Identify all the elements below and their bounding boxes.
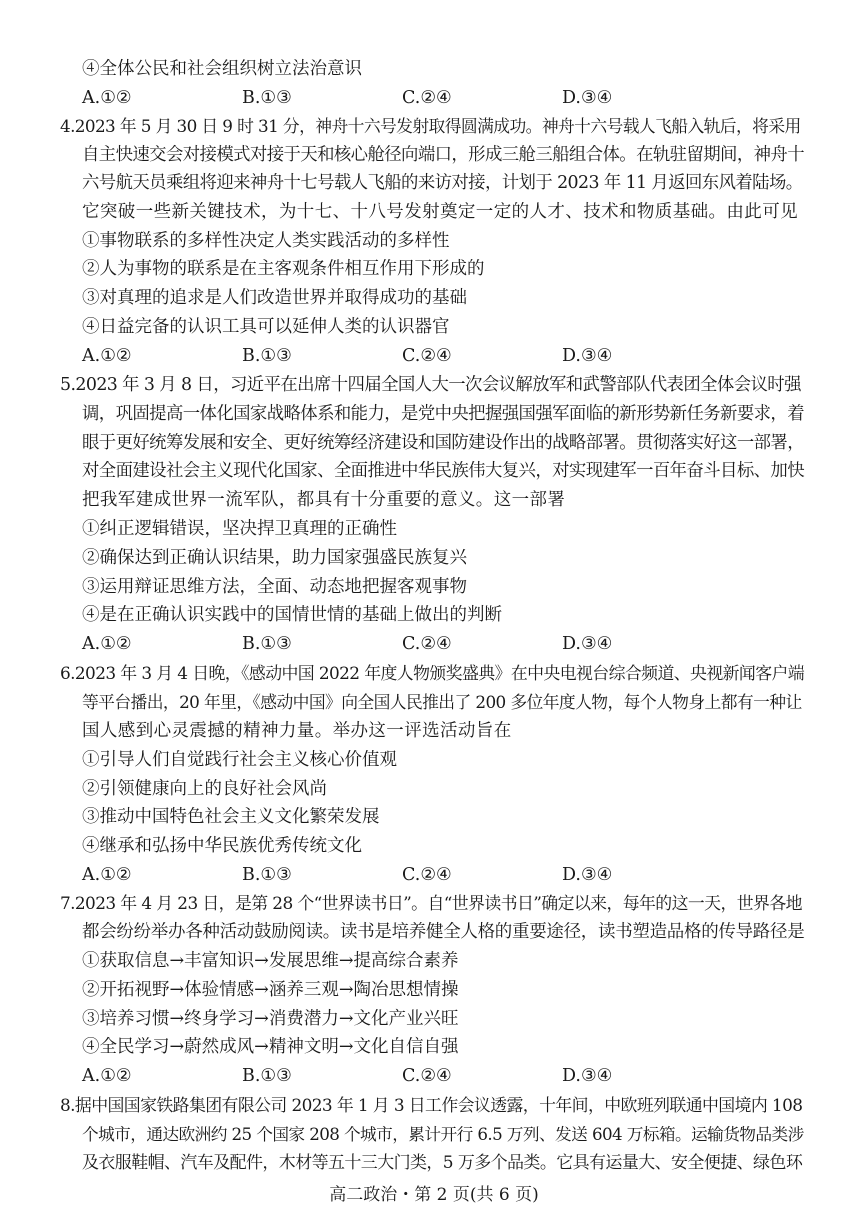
q5-choice-a: A.①② bbox=[82, 634, 132, 654]
q5-option-4: ④是在正确认识实践中的国情世情的基础上做出的判断 bbox=[82, 605, 502, 625]
q4-stem-line-4: 它突破一些新关键技术，为十七、十八号发射奠定一定的人才、技术和物质基础。由此可见 bbox=[82, 202, 798, 222]
q4-choice-d: D.③④ bbox=[562, 346, 613, 366]
q4-option-1: ①事物联系的多样性决定人类实践活动的多样性 bbox=[82, 231, 450, 251]
q4-option-4: ④日益完备的认识工具可以延伸人类的认识器官 bbox=[82, 317, 450, 337]
q6-choice-a: A.①② bbox=[82, 865, 132, 885]
q7-choice-a: A.①② bbox=[82, 1066, 132, 1086]
q4-option-3: ③对真理的追求是人们改造世界并取得成功的基础 bbox=[82, 288, 467, 308]
q4-choice-b: B.①③ bbox=[242, 346, 292, 366]
q5-option-2: ②确保达到正确认识结果，助力国家强盛民族复兴 bbox=[82, 548, 467, 568]
q3-choice-a: A.①② bbox=[82, 88, 132, 108]
q3-choice-d: D.③④ bbox=[562, 88, 613, 108]
q5-option-1: ①纠正逻辑错误，坚决捍卫真理的正确性 bbox=[82, 519, 397, 539]
q6-choice-c: C.②④ bbox=[402, 865, 452, 885]
q6-choice-b: B.①③ bbox=[242, 865, 292, 885]
q5-option-3: ③运用辩证思维方法，全面、动态地把握客观事物 bbox=[82, 577, 467, 597]
q5-stem-line-1: 5.2023 年 3 月 8 日，习近平在出席十四届全国人大一次会议解放军和武警部队代表团全体会议时强 bbox=[60, 375, 801, 395]
q5-stem-line-5: 把我军建成世界一流军队，都具有十分重要的意义。这一部署 bbox=[82, 490, 566, 510]
q3-choice-c: C.②④ bbox=[402, 88, 452, 108]
q6-option-4: ④继承和弘扬中华民族优秀传统文化 bbox=[82, 836, 362, 856]
q7-option-3: ③培养习惯→终身学习→消费潜力→文化产业兴旺 bbox=[82, 1009, 459, 1029]
q3-choices bbox=[82, 90, 782, 110]
page-footer: 高二政治・第 2 页(共 6 页) bbox=[329, 1185, 539, 1205]
q4-choice-c: C.②④ bbox=[402, 346, 452, 366]
q4-stem-line-2: 自主快速交会对接模式对接于天和核心舱径向端口，形成三舱三船组合体。在轨驻留期间，神舟十 bbox=[82, 145, 805, 165]
q7-choices bbox=[82, 1068, 782, 1088]
q7-option-1: ①获取信息→丰富知识→发展思维→提高综合素养 bbox=[82, 951, 459, 971]
q5-stem-line-4: 对全面建设社会主义现代化国家、全面推进中华民族伟大复兴，对实现建军一百年奋斗目标、加快 bbox=[82, 461, 805, 481]
q7-stem-line-2: 都会纷纷举办各种活动鼓励阅读。读书是培养健全人格的重要途径，读书塑造品格的传导路径是 bbox=[82, 922, 805, 942]
q7-option-2: ②开拓视野→体验情感→涵养三观→陶冶思想情操 bbox=[82, 980, 459, 1000]
q4-stem-line-1: 4.2023 年 5 月 30 日 9 时 31 分，神舟十六号发射取得圆满成功。神舟十六号载人飞船入轨后，将采用 bbox=[60, 116, 801, 136]
q6-option-2: ②引领健康向上的良好社会风尚 bbox=[82, 779, 327, 799]
q5-choice-d: D.③④ bbox=[562, 634, 613, 654]
q6-stem-line-1: 6.2023 年 3 月 4 日晚，《感动中国 2022 年度人物颁奖盛典》在中央电视台综合频道、央视新闻客户端 bbox=[60, 663, 805, 683]
q5-choice-b: B.①③ bbox=[242, 634, 292, 654]
q6-stem-line-3: 国人感到心灵震撼的精神力量。举办这一评选活动旨在 bbox=[82, 721, 512, 741]
q8-stem-line-3: 及衣服鞋帽、汽车及配件，木材等五十三大门类，5 万多个品类。它具有运量大、安全便捷、绿色环 bbox=[82, 1153, 803, 1173]
q7-choice-d: D.③④ bbox=[562, 1066, 613, 1086]
q6-option-1: ①引导人们自觉践行社会主义核心价值观 bbox=[82, 750, 397, 770]
q8-stem-line-1: 8.据中国国家铁路集团有限公司 2023 年 1 月 3 日工作会议透露，十年间，中欧班列联通中国境内 108 bbox=[60, 1095, 803, 1115]
q7-choice-b: B.①③ bbox=[242, 1066, 292, 1086]
q5-stem-line-3: 眼于更好统筹发展和安全、更好统筹经济建设和国防建设作出的战略部署。贯彻落实好这一部署， bbox=[82, 433, 805, 453]
q7-choice-c: C.②④ bbox=[402, 1066, 452, 1086]
q6-option-3: ③推动中国特色社会主义文化繁荣发展 bbox=[82, 807, 380, 827]
q4-choice-a: A.①② bbox=[82, 346, 132, 366]
q3-choice-b: B.①③ bbox=[242, 88, 292, 108]
q4-option-2: ②人为事物的联系是在主客观条件相互作用下形成的 bbox=[82, 259, 485, 279]
q5-stem-line-2: 调，巩固提高一体化国家战略体系和能力，是党中央把握强国强军面临的新形势新任务新要求，着 bbox=[82, 404, 805, 424]
q7-option-4: ④全民学习→蔚然成风→精神文明→文化自信自强 bbox=[82, 1037, 459, 1057]
q8-stem-line-2: 个城市，通达欧洲约 25 个国家 208 个城市，累计开行 6.5 万列、发送 604 万标箱。运输货物品类涉 bbox=[82, 1124, 804, 1144]
q6-choices bbox=[82, 867, 782, 887]
q6-choice-d: D.③④ bbox=[562, 865, 613, 885]
q4-stem-line-3: 六号航天员乘组将迎来神舟十七号载人飞船的来访对接，计划于 2023 年 11 月返回东风着陆场。 bbox=[82, 173, 803, 193]
q5-choices bbox=[82, 636, 782, 656]
q7-stem-line-1: 7.2023 年 4 月 23 日，是第 28 个“世界读书日”。自“世界读书日”确定以来，每年的这一天，世界各地 bbox=[60, 893, 802, 913]
q3-option-4: ④全体公民和社会组织树立法治意识 bbox=[82, 59, 362, 79]
q6-stem-line-2: 等平台播出，20 年里，《感动中国》向全国人民推出了 200 多位年度人物，每个人物身上都有一种让 bbox=[82, 692, 802, 712]
q5-choice-c: C.②④ bbox=[402, 634, 452, 654]
q4-choices bbox=[82, 348, 782, 368]
